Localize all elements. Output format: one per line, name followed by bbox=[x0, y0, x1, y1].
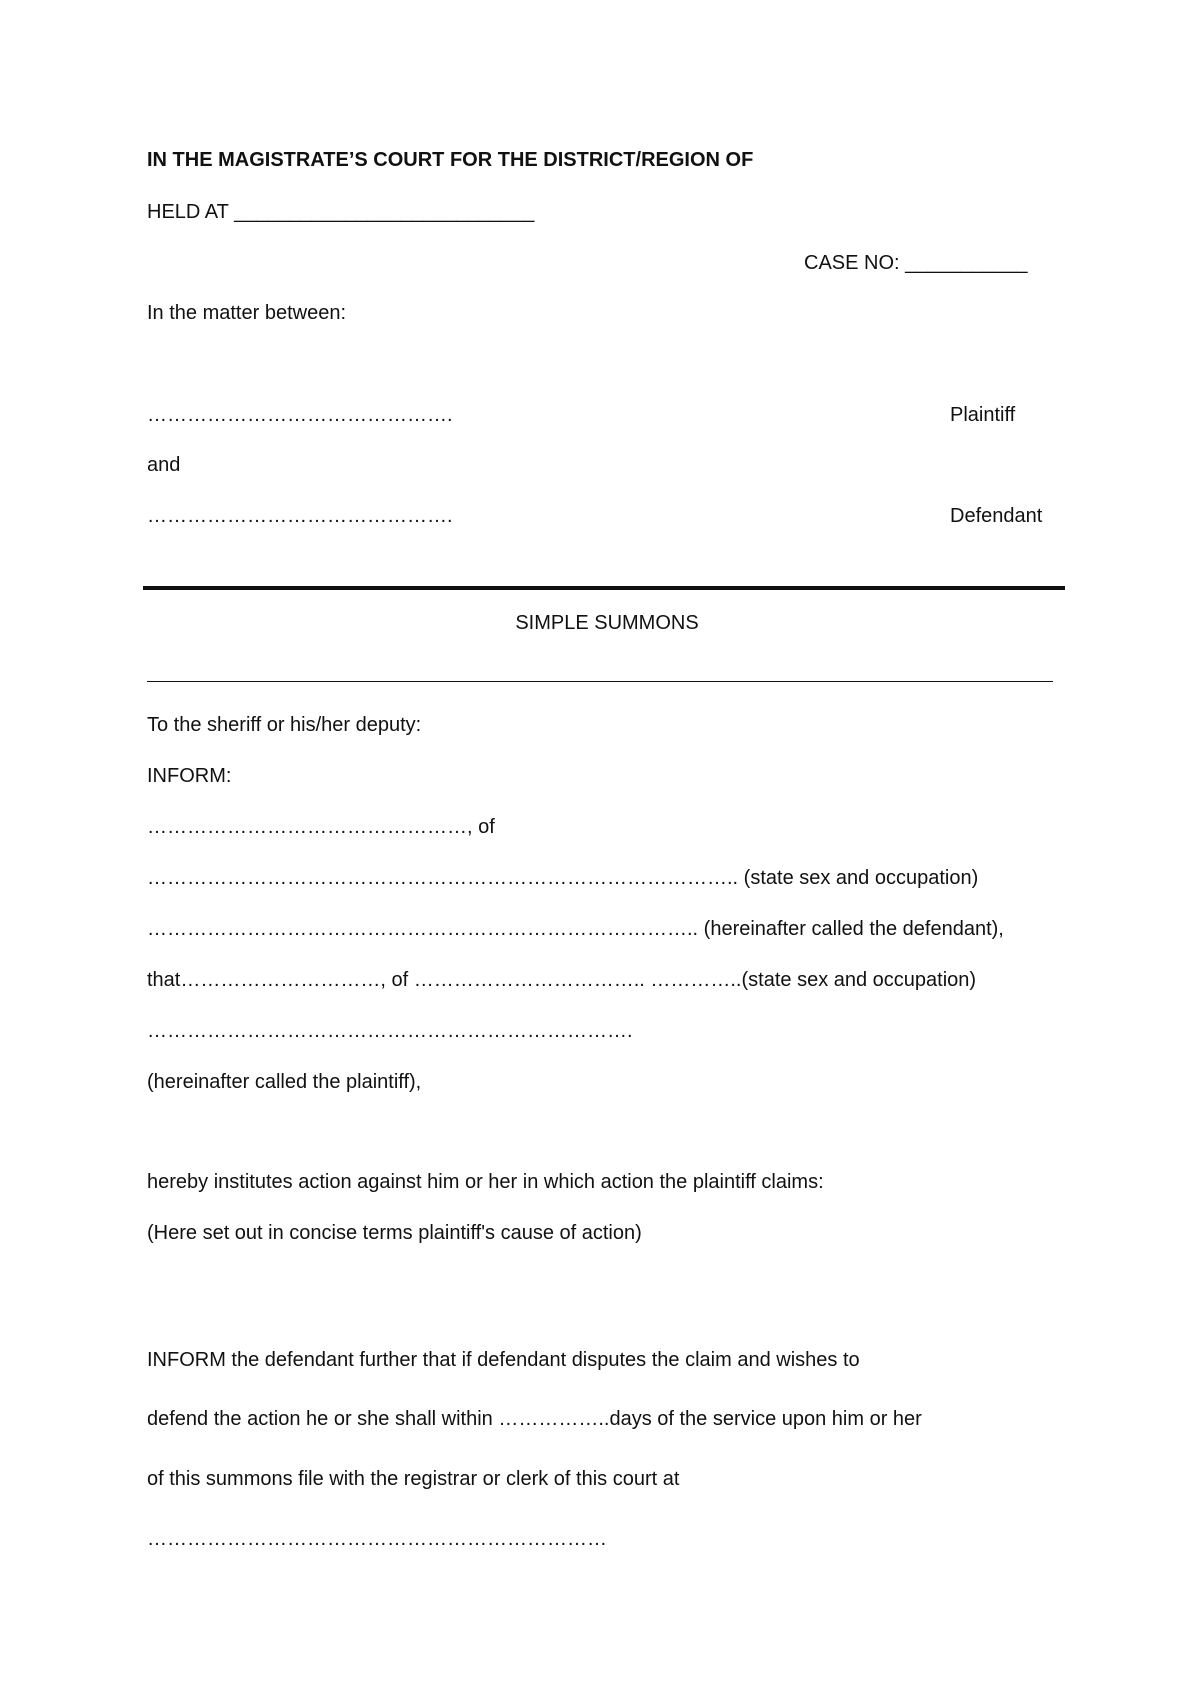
defendant-label: Defendant bbox=[950, 505, 1043, 527]
held-at-line: HELD AT ___________________________ bbox=[147, 201, 535, 223]
plaintiff-name-blank: ………………………………………. bbox=[147, 404, 453, 426]
defendant-name-line: …………………………………………, of bbox=[147, 816, 495, 838]
plaintiff-called-line: (hereinafter called the plaintiff), bbox=[147, 1071, 422, 1093]
thick-divider bbox=[143, 586, 1065, 590]
case-number-line: CASE NO: ___________ bbox=[804, 252, 1028, 274]
inform-paragraph-line-1: INFORM the defendant further that if defendant disputes the claim and wishes to bbox=[147, 1349, 860, 1371]
inform-paragraph-line-3: of this summons file with the registrar or clerk of this court at bbox=[147, 1468, 680, 1490]
defendant-name-blank: ………………………………………. bbox=[147, 505, 453, 527]
addressee-line: To the sheriff or his/her deputy: bbox=[147, 714, 422, 736]
defendant-address-line: …………………………………………………………………………….. (state sex and occupation) bbox=[147, 867, 979, 889]
inform-paragraph-line-2: defend the action he or she shall within ……………..days of the service upon him or her bbox=[147, 1408, 922, 1430]
court-heading: IN THE MAGISTRATE’S COURT FOR THE DISTRICT/REGION OF bbox=[147, 149, 754, 171]
and-label: and bbox=[147, 454, 181, 476]
matter-between-label: In the matter between: bbox=[147, 302, 347, 324]
inform-paragraph-line-4: …………………………………………………………… bbox=[147, 1528, 607, 1550]
institutes-action-line: hereby institutes action against him or her in which action the plaintiff claims: bbox=[147, 1171, 824, 1193]
thin-divider bbox=[147, 681, 1053, 682]
document-title: SIMPLE SUMMONS bbox=[515, 612, 699, 634]
cause-of-action-line: (Here set out in concise terms plaintiff's cause of action) bbox=[147, 1222, 642, 1244]
plaintiff-label: Plaintiff bbox=[950, 404, 1016, 426]
plaintiff-address-line: ………………………………………………………………. bbox=[147, 1020, 633, 1042]
defendant-called-line: ……………………………………………………………………….. (hereinafter called the defendant), bbox=[147, 918, 1004, 940]
inform-label: INFORM: bbox=[147, 765, 232, 787]
plaintiff-details-line: that…………………………, of …………………………….. …………..(state sex and occupation) bbox=[147, 969, 977, 991]
